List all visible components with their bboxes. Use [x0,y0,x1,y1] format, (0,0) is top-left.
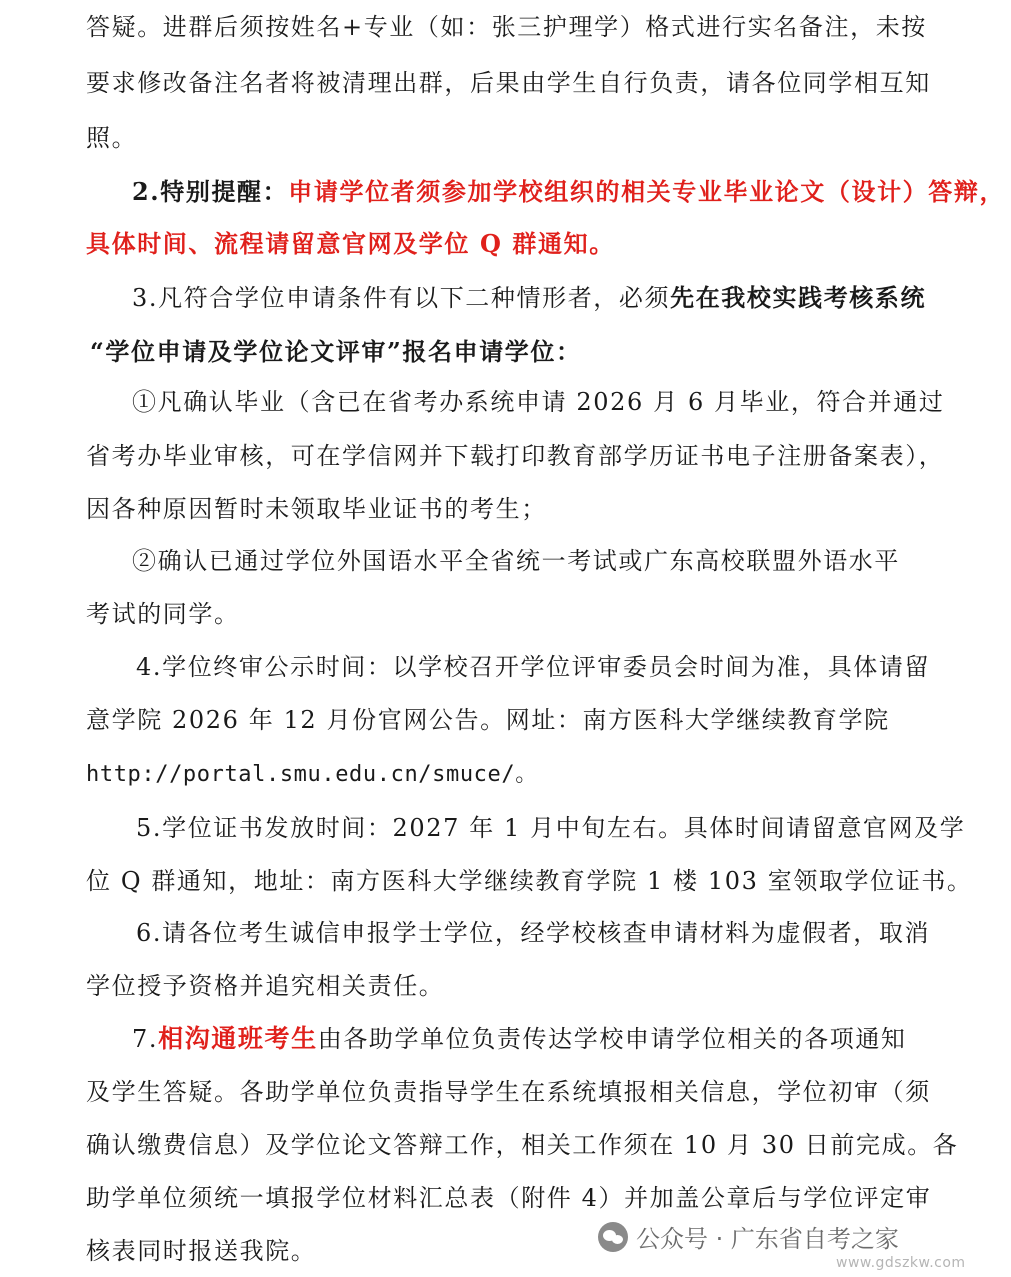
text-line: 省考办毕业审核，可在学信网并下载打印教育部学历证书电子注册备案表）， [86,442,945,470]
text-line: 确认缴费信息）及学位论文答辩工作，相关工作须在 10 月 30 日前完成。各 [86,1131,959,1159]
special-reminder-line [132,177,1005,207]
list-item-2: ②确认已通过学位外国语水平全省统一考试或广东高校联盟外语水平 [132,547,900,575]
url-text: http://portal.smu.edu.cn/smuce/。 [86,762,538,787]
text-line: 及学生答疑。各助学单位负责指导学生在系统填报相关信息，学位初审（须 [86,1078,931,1106]
wechat-watermark [598,1219,899,1254]
text-line: 答疑。进群后须按姓名+专业（如：张三护理学）格式进行实名备注，未按 [86,13,927,41]
text-line [132,283,926,313]
reminder-label: 2.特别提醒： [132,177,289,206]
text-line: 要求修改备注名者将被清理出群，后果由学生自行负责，请各位同学相互知 [86,69,931,97]
text-line: 意学院 2026 年 12 月份官网公告。网址：南方医科大学继续教育学院 [86,706,890,734]
text-line: “学位申请及学位论文评审”报名申请学位： [90,337,582,366]
text-line: 核表同时报送我院。 [86,1237,317,1265]
text-span: 3.凡符合学位申请条件有以下二种情形者，必须 [132,284,671,312]
text-line: 学位授予资格并追究相关责任。 [86,972,445,1000]
text-line: 因各种原因暂时未领取毕业证书的考生； [86,495,547,523]
list-item-1: ①凡确认毕业（含已在省考办系统申请 2026 月 6 月毕业，符合并通过 [132,388,945,416]
text-line: 4.学位终审公示时间：以学校召开学位评审委员会时间为准，具体请留 [136,653,931,681]
item-number: 7. [132,1025,159,1053]
reminder-text: 申请学位者须参加学校组织的相关专业毕业论文（设计）答辩， [288,177,1006,206]
text-line [132,1024,907,1054]
text-line: 照。 [86,124,138,152]
bold-span: 先在我校实践考核系统 [670,283,927,312]
reminder-text: 具体时间、流程请留意官网及学位 Q 群通知。 [86,229,615,258]
site-watermark: www.gdszkw.com [836,1255,966,1271]
text-span: 由各助学单位负责传达学校申请学位相关的各项通知 [317,1025,907,1053]
highlight-text: 相沟通班考生 [158,1024,318,1053]
wechat-icon [598,1222,628,1252]
watermark-text: 公众号 · 广东省自考之家 [636,1225,899,1253]
text-line: 6.请各位考生诚信申报学士学位，经学校核查申请材料为虚假者，取消 [136,919,931,947]
text-line: 5.学位证书发放时间：2027 年 1 月中旬左右。具体时间请留意官网及学 [136,814,966,842]
text-line: 位 Q 群通知，地址：南方医科大学继续教育学院 1 楼 103 室领取学位证书。 [86,867,973,895]
text-line: 助学单位须统一填报学位材料汇总表（附件 4）并加盖公章后与学位评定审 [86,1184,932,1212]
text-line: 考试的同学。 [86,600,240,628]
